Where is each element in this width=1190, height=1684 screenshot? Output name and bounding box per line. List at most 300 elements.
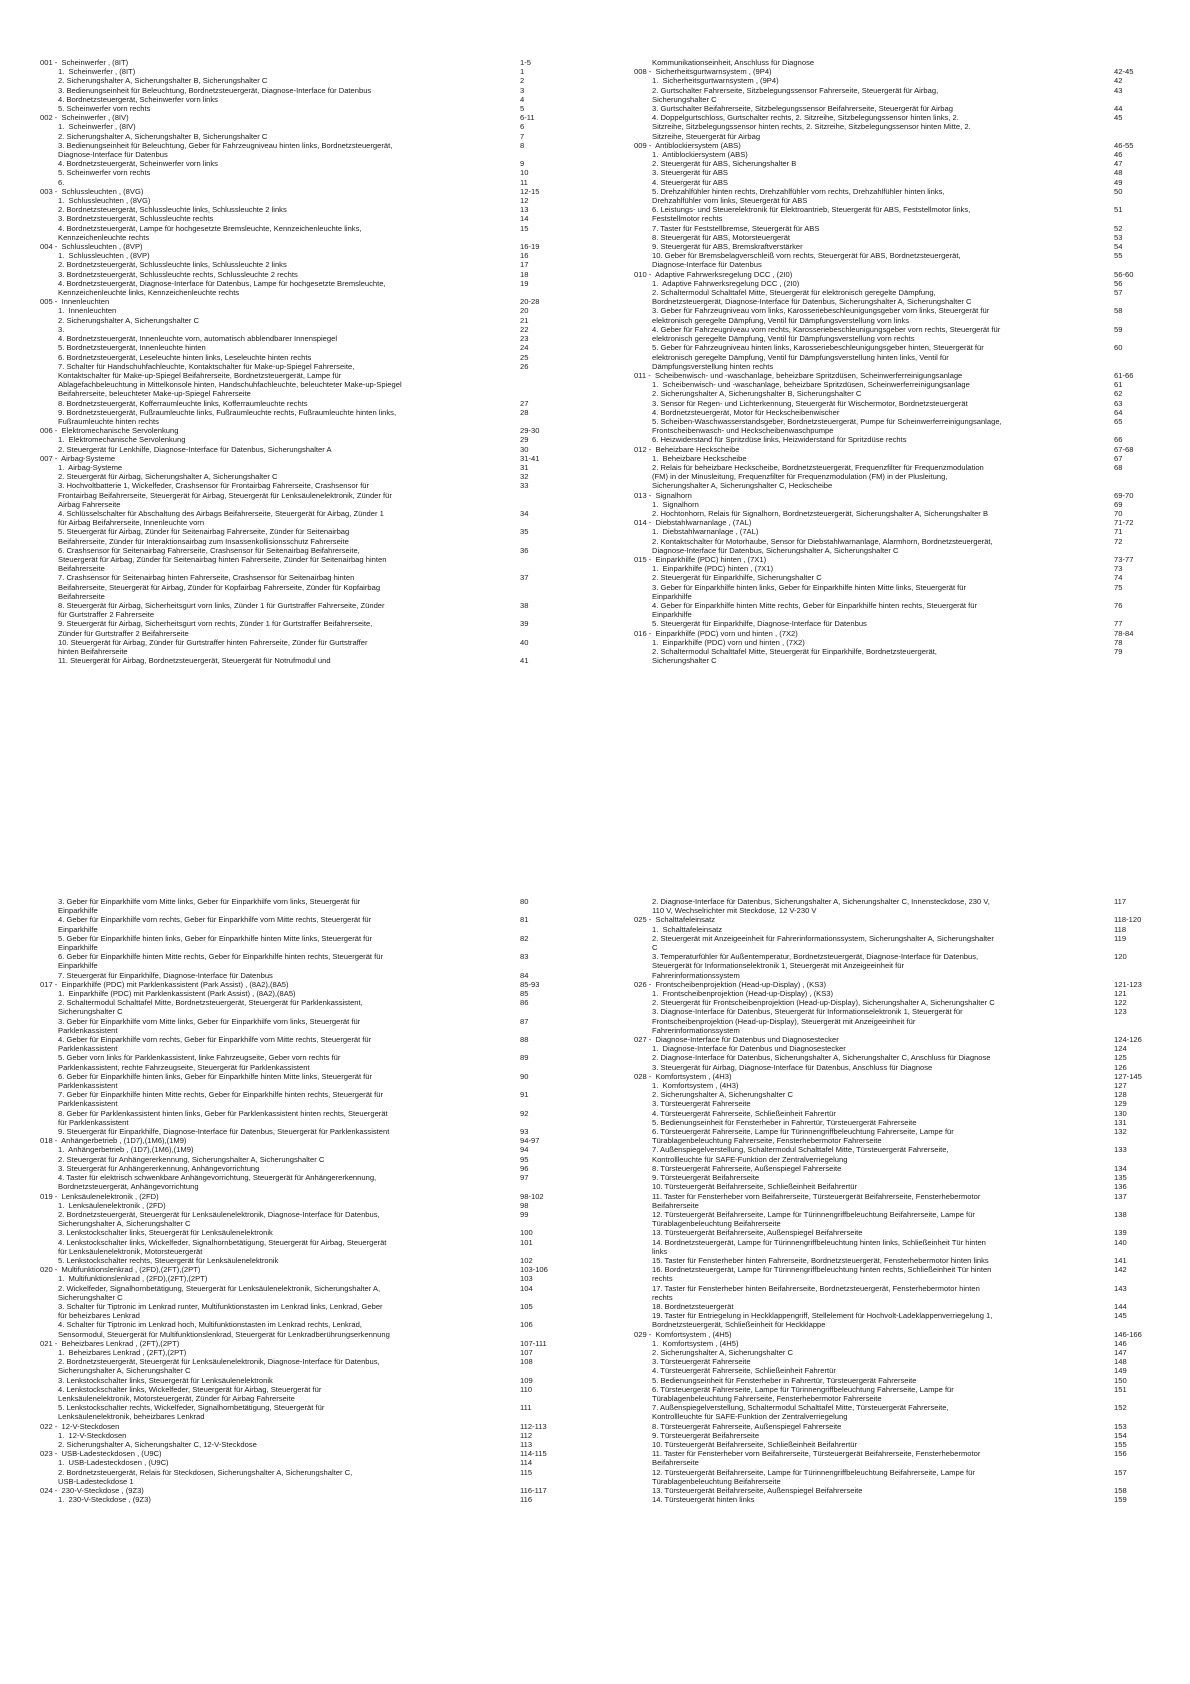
entry-text: 1. Signalhorn bbox=[652, 499, 699, 509]
entry-text: 4. Bordnetzsteuergerät, Diagnose-Interface für Datenbus, Lampe für hochgesetzte Bremsleuchte, Kennzeichenleuchte links, Kennzeichenleuchte rechts bbox=[58, 278, 386, 298]
toc-entry-row bbox=[634, 1238, 1142, 1256]
page-number: 93 bbox=[520, 1127, 529, 1137]
toc-entry-row bbox=[634, 1044, 1142, 1053]
entry-text: 1. Diebstahlwarnanlage , (7AL) bbox=[652, 527, 759, 537]
toc-section-row bbox=[634, 629, 1133, 638]
toc-entry-row bbox=[40, 1017, 548, 1035]
page-number: 102 bbox=[520, 1255, 533, 1265]
page-number: 67 bbox=[1114, 453, 1123, 463]
toc-entry-row bbox=[634, 399, 1133, 408]
page-number: 96 bbox=[520, 1163, 529, 1173]
entry-text: 3. Hochvoltbatterie 1, Wickelfeder, Crashsensor für Frontairbag Fahrerseite, Crashsensor für Frontairbag Beifahrerseite, Steuergerät für Airbag, Steuergerät für Lenksäulenelektronik, Zünder für Airbag Fahrerseite bbox=[58, 481, 392, 509]
entry-text: 1. Diagnose-Interface für Datenbus und Diagnosestecker bbox=[652, 1044, 846, 1054]
entry-text: 18. Bordnetzsteuergerät bbox=[652, 1301, 734, 1311]
entry-text: 1. Innenleuchten bbox=[58, 306, 117, 316]
toc-entry-row bbox=[634, 527, 1133, 536]
page-number: 1-5 bbox=[520, 58, 531, 67]
page-number: 124 bbox=[1114, 1044, 1127, 1054]
section-title: 006 - Elektromechanische Servolenkung bbox=[40, 426, 179, 436]
page-number: 127-145 bbox=[1114, 1071, 1142, 1081]
toc-entry-row bbox=[40, 445, 539, 454]
toc-entry-row bbox=[634, 1357, 1142, 1366]
page-number: 16-19 bbox=[520, 242, 540, 252]
toc-entry-row bbox=[634, 205, 1133, 223]
entry-text: 2. Diagnose-Interface für Datenbus, Sicherungshalter A, Sicherungshalter C, Innensteckdose, 230 V, 110 V, Wechselrichter mit Steckdose, 12 V-230 V bbox=[652, 897, 990, 916]
entry-text: 3. Türsteuergerät Fahrerseite bbox=[652, 1099, 751, 1109]
entry-text: 7. Taster für Feststellbremse, Steuergerät für ABS bbox=[652, 223, 820, 233]
entry-text: 2. Sicherungshalter A, Sicherungshalter B, Sicherungshalter C bbox=[58, 131, 268, 141]
entry-text: 2. Bordnetzsteuergerät, Schlussleuchte links, Schlussleuchte 2 links bbox=[58, 205, 287, 215]
toc-entry-row bbox=[634, 1081, 1142, 1090]
toc-entry-row bbox=[634, 380, 1133, 389]
entry-text: 8. Steuergerät für ABS, Motorsteuergerät bbox=[652, 232, 791, 242]
page-number: 129 bbox=[1114, 1099, 1127, 1109]
entry-text: 4. Geber für Einparkhilfe hinten Mitte rechts, Geber für Einparkhilfe hinten rechts, Steuergerät für Einparkhilfe bbox=[652, 600, 978, 620]
page-number: 151 bbox=[1114, 1384, 1127, 1394]
section-title: 029 - Komfortsystem , (4H5) bbox=[634, 1329, 732, 1339]
page-number: 78 bbox=[1114, 637, 1123, 647]
page-number: 7 bbox=[520, 131, 525, 141]
toc-entry-row bbox=[634, 537, 1133, 555]
toc-entry-row bbox=[634, 1385, 1142, 1403]
page-number: 85-93 bbox=[520, 979, 540, 989]
page-number: 131 bbox=[1114, 1117, 1127, 1127]
page-number: 141 bbox=[1114, 1255, 1127, 1265]
page-number: 111 bbox=[520, 1403, 532, 1413]
toc-section-row bbox=[40, 1192, 548, 1201]
page-number: 140 bbox=[1114, 1237, 1127, 1247]
page-number: 146 bbox=[1114, 1338, 1127, 1348]
toc-entry-row bbox=[634, 573, 1133, 582]
page-number: 83 bbox=[520, 952, 529, 962]
entry-text: 3. Diagnose-Interface für Datenbus, Steuergerät für Informationselektronik 1, Steuergerät für Frontscheibenprojektion (Head-up-Display), Steuergerät mit Anzeigeeinheit für Fahrerinformationssystem bbox=[652, 1007, 963, 1035]
page-number: 109 bbox=[520, 1375, 533, 1385]
entry-text: 1. Beheizbares Lenkrad , (2FT),(2PT) bbox=[58, 1347, 187, 1357]
entry-text: 3. Lenkstockschalter links, Steuergerät für Lenksäulenelektronik bbox=[58, 1375, 273, 1385]
entry-text: 2. Schaltermodul Schalttafel Mitte, Steuergerät für elektronisch geregelte Dämpfung, Bordnetzsteuergerät, Diagnose-Interface für Datenbus, Sicherungshalter A, Sicherungshalter C bbox=[652, 288, 972, 307]
section-title: 025 - Schalttafeleinsatz bbox=[634, 915, 716, 925]
entry-text: 19. Taster für Entriegelung in Heckklappengriff, Stellelement für Hochvolt-Ladeklappenverriegelung 1, Bordnetzsteuergerät, Schließeinheit für Heckklappe bbox=[652, 1311, 993, 1330]
section-title: 022 - 12-V-Steckdosen bbox=[40, 1421, 120, 1431]
entry-text: 4. Schalter für Tiptronic im Lenkrad hoch, Multifunktionstasten im Lenkrad rechts, Lenkrad, Sensormodul, Steuergerät für Multifunktionslenkrad, Steuergerät für Lenkradberührungserkennung bbox=[58, 1320, 390, 1339]
toc-entry-row bbox=[40, 1284, 548, 1302]
section-title: 014 - Diebstahlwarnanlage , (7AL) bbox=[634, 518, 752, 528]
page-number: 104 bbox=[520, 1283, 533, 1293]
page-number: 26 bbox=[520, 361, 529, 371]
entry-text: 1. USB-Ladesteckdosen , (U9C) bbox=[58, 1458, 169, 1468]
page-number: 50 bbox=[1114, 186, 1123, 196]
entry-text: 3. Türsteuergerät Fahrerseite bbox=[652, 1357, 751, 1367]
section-title: 028 - Komfortsystem , (4H3) bbox=[634, 1071, 732, 1081]
entry-text: 5. Bedienungseinheit für Fensterheber in Fahrertür, Türsteuergerät Fahrerseite bbox=[652, 1375, 917, 1385]
entry-text: 6. Geber für Einparkhilfe hinten Mitte rechts, Geber für Einparkhilfe hinten rechts, Steuergerät für Einparkhilfe bbox=[58, 952, 384, 971]
page-number: 31 bbox=[520, 462, 529, 472]
toc-entry-row bbox=[634, 1440, 1142, 1449]
page-number: 80 bbox=[520, 897, 529, 906]
page-number: 159 bbox=[1114, 1495, 1127, 1505]
toc-section-row bbox=[40, 426, 539, 435]
entry-text: 7. Steuergerät für Einparkhilfe, Diagnose-Interface für Datenbus bbox=[58, 970, 273, 980]
toc-entry-row bbox=[40, 1348, 548, 1357]
toc-section-row bbox=[634, 445, 1133, 454]
entry-text: 7. Crashsensor für Seitenairbag hinten Fahrerseite, Crashsensor für Seitenairbag hinten Beifahrerseite, Steuergerät für Airbag, Zünder für Kopfairbag Fahrerseite, Zünder für Kopfairbag Beifahrerseite bbox=[58, 573, 381, 601]
page-number: 62 bbox=[1114, 389, 1123, 399]
entry-text: 2. Bordnetzsteuergerät, Relais für Steckdosen, Sicherungshalter A, Sicherungshalter C, USB-Ladesteckdose 1 bbox=[58, 1467, 353, 1486]
entry-text: 10. Türsteuergerät Beifahrerseite, Schließeinheit Beifahrertür bbox=[652, 1182, 857, 1192]
entry-text: 1. Anhängerbetrieb , (1D7),(1M6),(1M9) bbox=[58, 1145, 194, 1155]
toc-entry-row bbox=[634, 1468, 1142, 1486]
toc-entry-row bbox=[634, 159, 1133, 168]
page-number: 121 bbox=[1114, 989, 1127, 999]
toc-entry-row bbox=[634, 343, 1133, 371]
page-number: 73 bbox=[1114, 564, 1123, 574]
page-number: 154 bbox=[1114, 1430, 1127, 1440]
toc-entry-row bbox=[40, 952, 548, 970]
entry-text: 1. Scheibenwisch- und -waschanlage, beheizbare Spritzdüsen, Scheinwerferreinigungsanlage bbox=[652, 380, 970, 390]
page-number: 103 bbox=[520, 1274, 533, 1284]
entry-text: 4. Geber für Einparkhilfe vorn rechts, Geber für Einparkhilfe vorn Mitte rechts, Steuergerät für Einparkhilfe bbox=[58, 915, 372, 934]
page-number: 158 bbox=[1114, 1486, 1127, 1495]
toc-entry-row bbox=[40, 1053, 548, 1071]
toc-entry-row bbox=[634, 306, 1133, 324]
page-number: 39 bbox=[520, 619, 529, 629]
toc-entry-row bbox=[40, 481, 539, 509]
toc-entry-row bbox=[634, 1284, 1142, 1302]
page-number: 29 bbox=[520, 435, 529, 445]
page-number: 17 bbox=[520, 260, 529, 270]
toc-entry-row bbox=[634, 417, 1133, 435]
section-title: 005 - Innenleuchten bbox=[40, 297, 110, 307]
toc-entry-row bbox=[40, 1173, 548, 1191]
toc-entry-row bbox=[40, 86, 539, 95]
toc-section-row bbox=[634, 518, 1133, 527]
page-number: 148 bbox=[1114, 1357, 1127, 1367]
entry-text: 6. Geber für Einparkhilfe hinten links, Geber für Einparkhilfe hinten Mitte links, Steuergerät für Parklenkassistent bbox=[58, 1071, 373, 1091]
toc-entry-row bbox=[634, 389, 1133, 398]
page-number: 150 bbox=[1114, 1375, 1127, 1385]
entry-text: 5. Steuergerät für Airbag, Zünder für Seitenairbag Fahrerseite, Zünder für Seitenairbag Beifahrerseite, Zünder für Interaktionsairbag zum Insassenkollisionsschutz Fahrerseite bbox=[58, 527, 350, 546]
page-number: 24 bbox=[520, 343, 529, 353]
entry-text: 3. Bordnetzsteuergerät, Schlussleuchte rechts, Schlussleuchte 2 rechts bbox=[58, 269, 298, 279]
page-number: 91 bbox=[520, 1090, 529, 1100]
toc-entry-row bbox=[40, 141, 539, 159]
toc-entry-row bbox=[40, 1228, 548, 1237]
entry-text: 10. Steuergerät für Airbag, Zünder für Gurtstraffer hinten Fahrerseite, Zünder für Gurtstraffer hinten Beifahrerseite bbox=[58, 637, 368, 656]
toc-entry-row bbox=[40, 1238, 548, 1256]
page-number: 145 bbox=[1114, 1311, 1127, 1321]
toc-entry-row bbox=[40, 104, 539, 113]
toc-entry-row bbox=[40, 251, 539, 260]
entry-text: 1. 12-V-Steckdosen bbox=[58, 1430, 127, 1440]
toc-entry-row bbox=[40, 915, 548, 933]
page-number: 107 bbox=[520, 1347, 533, 1357]
toc-entry-row bbox=[40, 1201, 548, 1210]
section-title: 007 - Airbag-Systeme bbox=[40, 453, 116, 463]
page-number: 106 bbox=[520, 1320, 533, 1330]
page-number: 71-72 bbox=[1114, 518, 1134, 528]
entry-text: 1. Schalttafeleinsatz bbox=[652, 924, 723, 934]
toc-entry-row bbox=[40, 1109, 548, 1127]
entry-text: 7. Außenspiegelverstellung, Schaltermodul Schalttafel Mitte, Türsteuergerät Fahrerseite, Kontrollleuchte für SAFE-Funktion der Zentralverriegelung bbox=[652, 1145, 949, 1164]
entry-text: 3. Geber für Fahrzeugniveau vorn links, Karosseriebeschleunigungsgeber vorn links, Steuergerät für elektronisch geregelte Dämpfung, Ventil für Dämpfungsverstellung vorn links bbox=[652, 306, 990, 325]
entry-text: 8. Bordnetzsteuergerät, Kofferraumleuchte links, Kofferraumleuchte rechts bbox=[58, 398, 308, 408]
toc-section-row bbox=[40, 187, 539, 196]
page-number: 77 bbox=[1114, 619, 1123, 629]
page-number: 110 bbox=[520, 1384, 533, 1394]
page-number: 46-55 bbox=[1114, 140, 1134, 150]
page-number: 57 bbox=[1114, 288, 1123, 298]
section-title: 013 - Signalhorn bbox=[634, 490, 692, 500]
entry-text: 7. Geber für Einparkhilfe hinten Mitte rechts, Geber für Einparkhilfe hinten rechts, Steuergerät für Parklenkassistent bbox=[58, 1090, 384, 1109]
toc-entry-row bbox=[40, 998, 548, 1016]
entry-text: 5. Drehzahlfühler hinten rechts, Drehzahlfühler vorn rechts, Drehzahlfühler hinten links, Drehzahlfühler vorn links, Steuergerät für ABS bbox=[652, 186, 945, 206]
entry-text: 2. Hochtonhorn, Relais für Signalhorn, Bordnetzsteuergerät, Sicherungshalter A, Sicherungshalter B bbox=[652, 508, 989, 518]
page-number: 118 bbox=[1114, 924, 1127, 934]
toc-section-row bbox=[634, 491, 1133, 500]
page-number: 136 bbox=[1114, 1182, 1127, 1192]
entry-text: 2. Kontaktschalter für Motorhaube, Sensor für Diebstahlwarnanlage, Alarmhorn, Bordnetzsteuergerät, Diagnose-Interface für Datenbus, Sicherungshalter A, Sicherungshalter C bbox=[652, 536, 993, 555]
toc-section-row bbox=[40, 1486, 548, 1495]
page-number: 144 bbox=[1114, 1301, 1127, 1311]
page-number: 146-166 bbox=[1114, 1329, 1142, 1339]
page-number: 105 bbox=[520, 1301, 533, 1311]
toc-entry-row bbox=[634, 564, 1133, 573]
toc-entry-row bbox=[634, 242, 1133, 251]
page-number: 114 bbox=[520, 1458, 533, 1468]
page-number: 153 bbox=[1114, 1421, 1127, 1431]
entry-text: 7. Schalter für Handschuhfachleuchte, Kontaktschalter für Make-up-Spiegel Fahrerseite, Kontaktschalter für Make-up-Spiegel Beifahrerseite, Bordnetzsteuergerät, Lampe für Ablagefachbeleuchtung in Mittelkonsole hinten, Handschuhfachleuchte, beleuchteter Make-up-Spiegel Beifahrerseite, beleuchteter Make-up-Spiegel Fahrerseite bbox=[58, 361, 402, 399]
toc-entry-row bbox=[40, 353, 539, 362]
page-number: 147 bbox=[1114, 1347, 1127, 1357]
entry-text: 4. Lenkstockschalter links, Wickelfeder, Steuergerät für Airbag, Steuergerät für Lenksäulenelektronik, Motorsteuergerät, Zünder für Airbag Fahrerseite bbox=[58, 1384, 322, 1403]
page-number: 117 bbox=[1114, 897, 1127, 906]
page-number: 98-102 bbox=[520, 1191, 544, 1201]
page-number: 52 bbox=[1114, 223, 1123, 233]
toc-entry-row bbox=[634, 86, 1133, 104]
page-number: 42-45 bbox=[1114, 67, 1134, 77]
entry-text: 1. Airbag-Systeme bbox=[58, 462, 123, 472]
toc-entry-row bbox=[40, 343, 539, 352]
entry-text: 6. Bordnetzsteuergerät, Leseleuchte hinten links, Leseleuchte hinten rechts bbox=[58, 352, 312, 362]
entry-text: 4. Lenkstockschalter links, Wickelfeder, Signalhornbetätigung, Steuergerät für Airbag, Steuergerät für Lenksäulenelektronik, Motorsteuergerät bbox=[58, 1237, 387, 1256]
toc-entry-row bbox=[40, 1376, 548, 1385]
page-number: 33 bbox=[520, 481, 529, 491]
entry-text: 6. Heizwiderstand für Spritzdüse links, Heizwiderstand für Spritzdüse rechts bbox=[652, 435, 907, 445]
toc-entry-row bbox=[40, 260, 539, 269]
page-number: 78-84 bbox=[1114, 628, 1134, 638]
page-number: 82 bbox=[520, 933, 529, 943]
section-title: 011 - Scheibenwisch- und -waschanlage, beheizbare Spritzdüsen, Scheinwerferreinigungsanlage bbox=[634, 370, 963, 380]
entry-text: 4. Bordnetzsteuergerät, Lampe für hochgesetzte Bremsleuchte, Kennzeichenleuchte links, Kennzeichenleuchte rechts bbox=[58, 223, 362, 242]
toc-section-row bbox=[634, 980, 1142, 989]
entry-text: 2. Steuergerät für Frontscheibenprojektion (Head-up-Display), Sicherungshalter A, Sicherungshalter C bbox=[652, 998, 995, 1008]
entry-text: 9. Bordnetzsteuergerät, Fußraumleuchte links, Fußraumleuchte rechts, Fußraumleuchte hinten links, Fußraumleuchte hinten rechts bbox=[58, 407, 397, 426]
entry-text: 9. Steuergerät für Airbag, Sicherheitsgurt vorn rechts, Zünder 1 für Gurtstraffer Beifahrerseite, Zünder für Gurtstraffer 2 Beifahrerseite bbox=[58, 619, 373, 638]
page-number: 19 bbox=[520, 278, 529, 288]
toc-entry-row bbox=[40, 1431, 548, 1440]
page-number: 94 bbox=[520, 1145, 529, 1155]
toc-entry-row bbox=[40, 1127, 548, 1136]
page-number: 21 bbox=[520, 315, 529, 325]
toc-section-row bbox=[40, 58, 539, 67]
toc-entry-row bbox=[634, 952, 1142, 980]
page-number: 86 bbox=[520, 998, 529, 1008]
page-number: 14 bbox=[520, 214, 529, 224]
page-number: 1 bbox=[520, 67, 525, 77]
toc-section-row bbox=[634, 371, 1133, 380]
page-number: 71 bbox=[1114, 527, 1123, 537]
entry-text: 13. Türsteuergerät Beifahrerseite, Außenspiegel Beifahrerseite bbox=[652, 1486, 863, 1495]
entry-text: 2. Steuergerät für Anhängererkennung, Sicherungshalter A, Sicherungshalter C bbox=[58, 1154, 325, 1164]
entry-text: 2. Sicherungshalter A, Sicherungshalter C bbox=[652, 1347, 793, 1357]
page-number: 95 bbox=[520, 1154, 529, 1164]
entry-text: 7. Außenspiegelverstellung, Schaltermodul Schalttafel Mitte, Türsteuergerät Fahrerseite, Kontrollleuchte für SAFE-Funktion der Zentralverriegelung bbox=[652, 1403, 949, 1422]
entry-text: 3. Bordnetzsteuergerät, Schlussleuchte rechts bbox=[58, 214, 214, 224]
entry-text: 2. Bordnetzsteuergerät, Schlussleuchte links, Schlussleuchte 2 links bbox=[58, 260, 287, 270]
page-number: 45 bbox=[1114, 113, 1123, 123]
toc-section-row bbox=[634, 1072, 1142, 1081]
toc-entry-row bbox=[40, 408, 539, 426]
section-title: 027 - Diagnose-Interface für Datenbus und Diagnosestecker bbox=[634, 1035, 839, 1045]
page-number: 23 bbox=[520, 334, 529, 344]
entry-text: 2. Steuergerät für Einparkhilfe, Sicherungshalter C bbox=[652, 573, 822, 583]
toc-entry-row bbox=[40, 1468, 548, 1486]
entry-text: 6. Türsteuergerät Fahrerseite, Lampe für Türinnengriffbeleuchtung Fahrerseite, Lampe für Türablagenbeleuchtung Fahrerseite, Fensterhebermotor Fahrerseite bbox=[652, 1384, 954, 1403]
page-number: 68 bbox=[1114, 462, 1123, 472]
entry-text: 10. Geber für Bremsbelagverschleiß vorn rechts, Steuergerät für ABS, Bordnetzsteuergerät, Diagnose-Interface für Datenbus bbox=[652, 251, 961, 270]
toc-entry-row bbox=[634, 1366, 1142, 1375]
entry-text: 5. Scheinwerfer vorn rechts bbox=[58, 168, 151, 178]
page-number: 64 bbox=[1114, 407, 1123, 417]
entry-text: 2. Schaltermodul Schalttafel Mitte, Bordnetzsteuergerät, Steuergerät für Parklenkassistent, Sicherungshalter C bbox=[58, 998, 363, 1017]
entry-text: 9. Steuergerät für Einparkhilfe, Diagnose-Interface für Datenbus, Steuergerät für Parklenkassistent bbox=[58, 1127, 390, 1137]
toc-entry-row bbox=[634, 279, 1133, 288]
toc-entry-row bbox=[40, 196, 539, 205]
toc-section-row bbox=[40, 1136, 548, 1145]
entry-text: 1. Schlussleuchten , (8VP) bbox=[58, 251, 150, 261]
page-number: 3 bbox=[520, 85, 525, 95]
toc-entry-row bbox=[40, 168, 539, 177]
page-number: 118-120 bbox=[1114, 915, 1142, 925]
page-number: 132 bbox=[1114, 1127, 1127, 1137]
page-number: 119 bbox=[1114, 933, 1127, 943]
section-title: 004 - Schlussleuchten , (8VP) bbox=[40, 242, 143, 252]
toc-entry-row bbox=[40, 1458, 548, 1467]
toc-entry-row bbox=[634, 58, 1133, 67]
page-number: 12 bbox=[520, 196, 529, 206]
page-number: 90 bbox=[520, 1071, 529, 1081]
entry-text: 2. Steuergerät für Airbag, Sicherungshalter A, Sicherungshalter C bbox=[58, 472, 278, 482]
toc-section-row bbox=[634, 1035, 1142, 1044]
toc-entry-row bbox=[40, 1403, 548, 1421]
toc-entry-row bbox=[634, 1007, 1142, 1035]
page-number: 79 bbox=[1114, 647, 1123, 656]
page-number: 107-111 bbox=[520, 1338, 547, 1348]
page-number: 15 bbox=[520, 223, 529, 233]
toc-entry-row bbox=[40, 1495, 548, 1504]
toc-entry-row bbox=[634, 251, 1133, 269]
toc-entry-row bbox=[40, 546, 539, 574]
toc-section-row bbox=[40, 1449, 548, 1458]
section-title: 016 - Einparkhilfe (PDC) vorn und hinten , (7X2) bbox=[634, 628, 798, 638]
toc-entry-row bbox=[634, 1348, 1142, 1357]
section-title: 021 - Beheizbares Lenkrad , (2FT),(2PT) bbox=[40, 1338, 180, 1348]
page-number: 36 bbox=[520, 545, 529, 555]
page-number: 56-60 bbox=[1114, 269, 1134, 279]
entry-text: 1. Lenksäulenelektronik , (2FD) bbox=[58, 1200, 166, 1210]
page-number: 25 bbox=[520, 352, 529, 362]
page-number: 11 bbox=[520, 177, 528, 187]
entry-text: 3. Geber für Einparkhilfe vorn Mitte links, Geber für Einparkhilfe vorn links, Steuergerät für Einparkhilfe bbox=[58, 897, 361, 916]
page-number: 85 bbox=[520, 989, 529, 999]
toc-entry-row bbox=[634, 76, 1133, 85]
toc-entry-row bbox=[634, 998, 1142, 1007]
entry-text: 1. Multifunktionslenkrad , (2FD),(2FT),(2PT) bbox=[58, 1274, 208, 1284]
page-number: 76 bbox=[1114, 600, 1123, 610]
toc-entry-row bbox=[40, 971, 548, 980]
toc-entry-row bbox=[40, 122, 539, 131]
entry-text: 1. Einparkhilfe (PDC) mit Parklenkassistent (Park Assist) , (8A2),(8A5) bbox=[58, 989, 296, 999]
entry-text: 6. Leistungs- und Steuerelektronik für Elektroantrieb, Steuergerät für ABS, Feststellmotor links, Feststellmotor rechts bbox=[652, 205, 971, 224]
toc-entry-row bbox=[634, 454, 1133, 463]
entry-text: 5. Geber für Einparkhilfe hinten links, Geber für Einparkhilfe hinten Mitte links, Steuergerät für Einparkhilfe bbox=[58, 933, 373, 953]
toc-entry-row bbox=[634, 1063, 1142, 1072]
toc-entry-row bbox=[634, 1449, 1142, 1467]
toc-entry-row bbox=[634, 150, 1133, 159]
entry-text: 4. Doppelgurtschloss, Gurtschalter rechts, 2. Sitzreihe, Sitzbelegungssensor hinten links, 2. Sitzreihe, Sitzbelegungssensor hinten rechts, 2. Sitzreihe, Sitzbelegungssensor hinten Mitte, 2. Sitzreihe, Steuergerät für Airbag bbox=[652, 113, 971, 141]
page-number: 100 bbox=[520, 1228, 533, 1238]
toc-entry-row bbox=[40, 1072, 548, 1090]
page-number: 20 bbox=[520, 306, 529, 316]
toc-entry-row bbox=[40, 159, 539, 168]
entry-text: 3. Gurtschalter Beifahrerseite, Sitzbelegungssensor Beifahrerseite, Steuergerät für Airbag bbox=[652, 104, 953, 114]
toc-entry-row bbox=[40, 325, 539, 334]
page-number: 44 bbox=[1114, 104, 1123, 114]
entry-text: 8. Türsteuergerät Fahrerseite, Außenspiegel Fahrerseite bbox=[652, 1421, 842, 1431]
entry-text: 8. Steuergerät für Airbag, Sicherheitsgurt vorn links, Zünder 1 für Gurtstraffer Fahrerseite, Zünder für Gurtstraffer 2 Fahrerseite bbox=[58, 600, 385, 620]
entry-text: 9. Türsteuergerät Beifahrerseite bbox=[652, 1173, 760, 1183]
toc-section-row bbox=[40, 113, 539, 122]
entry-text: 2. Sicherungshalter A, Sicherungshalter C, 12-V-Steckdose bbox=[58, 1439, 257, 1449]
section-title: 020 - Multifunktionslenkrad , (2FD),(2FT),(2PT) bbox=[40, 1265, 201, 1275]
page-number: 97 bbox=[520, 1173, 529, 1183]
entry-text: 11. Taster für Fensterheber vorn Beifahrerseite, Türsteuergerät Beifahrerseite, Fensterhebermotor Beifahrerseite bbox=[652, 1191, 981, 1210]
page-number: 16 bbox=[520, 251, 529, 261]
entry-text: 4. Bordnetzsteuergerät, Scheinwerfer vorn links bbox=[58, 94, 218, 104]
page-number: 122 bbox=[1114, 998, 1127, 1008]
toc-entry-row bbox=[40, 1256, 548, 1265]
entry-text: 1. Einparkhilfe (PDC) hinten , (7X1) bbox=[652, 564, 774, 574]
page-number: 133 bbox=[1114, 1145, 1127, 1155]
toc-section-row bbox=[634, 270, 1133, 279]
page-number: 143 bbox=[1114, 1283, 1127, 1293]
toc-entry-row bbox=[40, 1302, 548, 1320]
toc-entry-row bbox=[40, 656, 539, 665]
page-number: 112-113 bbox=[520, 1421, 547, 1431]
page-number: 74 bbox=[1114, 573, 1123, 583]
section-title: 008 - Sicherheitsgurtwarnsystem , (9P4) bbox=[634, 67, 772, 77]
entry-text: 10. Türsteuergerät Beifahrerseite, Schließeinheit Beifahrertür bbox=[652, 1439, 857, 1449]
entry-text: 2. Steuergerät für Lenkhilfe, Diagnose-Interface für Datenbus, Sicherungshalter A bbox=[58, 444, 332, 454]
toc-entry-row bbox=[634, 435, 1133, 444]
toc-entry-row bbox=[40, 334, 539, 343]
toc-entry-row bbox=[634, 168, 1133, 177]
toc-column-bottom-left bbox=[40, 897, 548, 1504]
page-number: 137 bbox=[1114, 1191, 1127, 1201]
page-number: 47 bbox=[1114, 159, 1123, 169]
entry-text: 6. Crashsensor für Seitenairbag Fahrerseite, Crashsensor für Seitenairbag Beifahrerseite, Steuergerät für Airbag, Zünder für Seitenairbag hinten Fahrerseite, Zünder für Seitenairbag hinten Beifahrerseite bbox=[58, 545, 387, 574]
entry-text: 3. Geber für Einparkhilfe vorn Mitte links, Geber für Einparkhilfe vorn links, Steuergerät für Parklenkassistent bbox=[58, 1016, 361, 1035]
